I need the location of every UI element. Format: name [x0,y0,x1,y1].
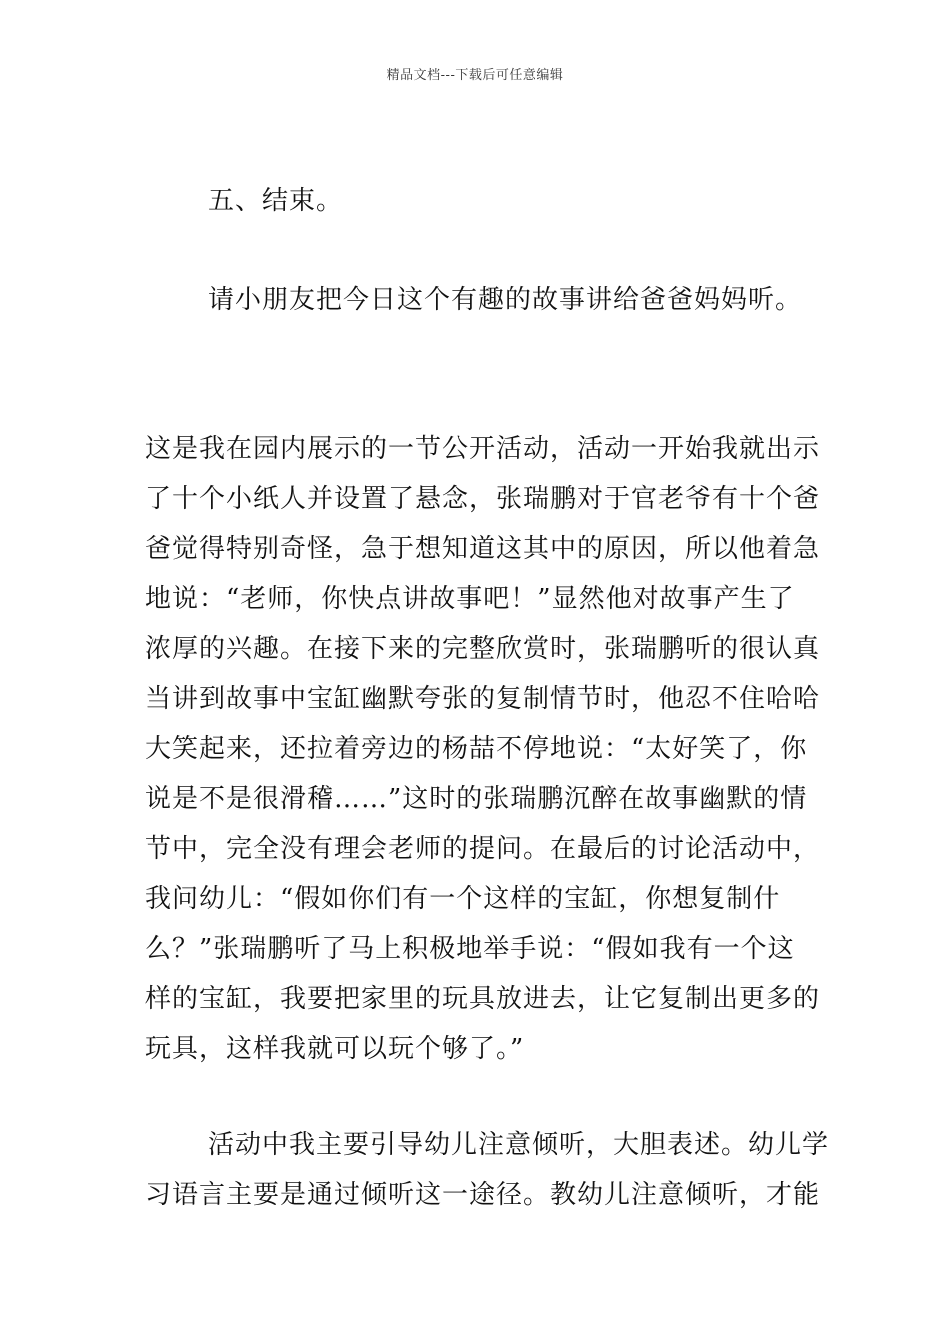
reflection-paragraph-2 [145,1130,830,1232]
paragraph-line: 样的宝缸，我要把家里的玩具放进去，让它复制出更多的 [145,984,821,1014]
paragraph-line: 么？”张瑞鹏听了马上积极地举手说：“假如我有一个这 [145,934,795,964]
page-header: 精品文档---下载后可任意编辑 [386,68,564,83]
paragraph-line: 节中，完全没有理会老师的提问。在最后的讨论活动中， [145,834,821,864]
paragraph-line: 地说：“老师，你快点讲故事吧！”显然他对故事产生了 [145,584,795,614]
paragraph-line: 大笑起来，还拉着旁边的杨喆不停地说：“太好笑了，你 [145,734,808,764]
paragraph-line: 浓厚的兴趣。在接下来的完整欣赏时，张瑞鹏听的很认真 [145,634,821,664]
paragraph-line: 我问幼儿：“假如你们有一个这样的宝缸，你想复制什 [145,884,781,914]
paragraph-line: 说是不是很滑稽……”这时的张瑞鹏沉醉在故事幽默的情 [145,784,808,814]
reflection-paragraph-1 [145,434,821,1086]
paragraph-line: 活动中我主要引导幼儿注意倾听，大胆表述。幼儿学 [208,1130,830,1160]
paragraph-line: 习语言主要是通过倾听这一途径。教幼儿注意倾听，才能 [145,1180,821,1210]
closing-instruction: 请小朋友把今日这个有趣的故事讲给爸爸妈妈听。 [208,285,803,315]
paragraph-line: 当讲到故事中宝缸幽默夸张的复制情节时，他忍不住哈哈 [145,684,821,714]
paragraph-line: 玩具，这样我就可以玩个够了。” [145,1034,525,1064]
paragraph-line: 这是我在园内展示的一节公开活动，活动一开始我就出示 [145,434,821,464]
section-heading: 五、结束。 [208,186,344,216]
paragraph-line: 了十个小纸人并设置了悬念，张瑞鹏对于官老爷有十个爸 [145,484,821,514]
paragraph-line: 爸觉得特别奇怪，急于想知道这其中的原因，所以他着急 [145,534,821,564]
